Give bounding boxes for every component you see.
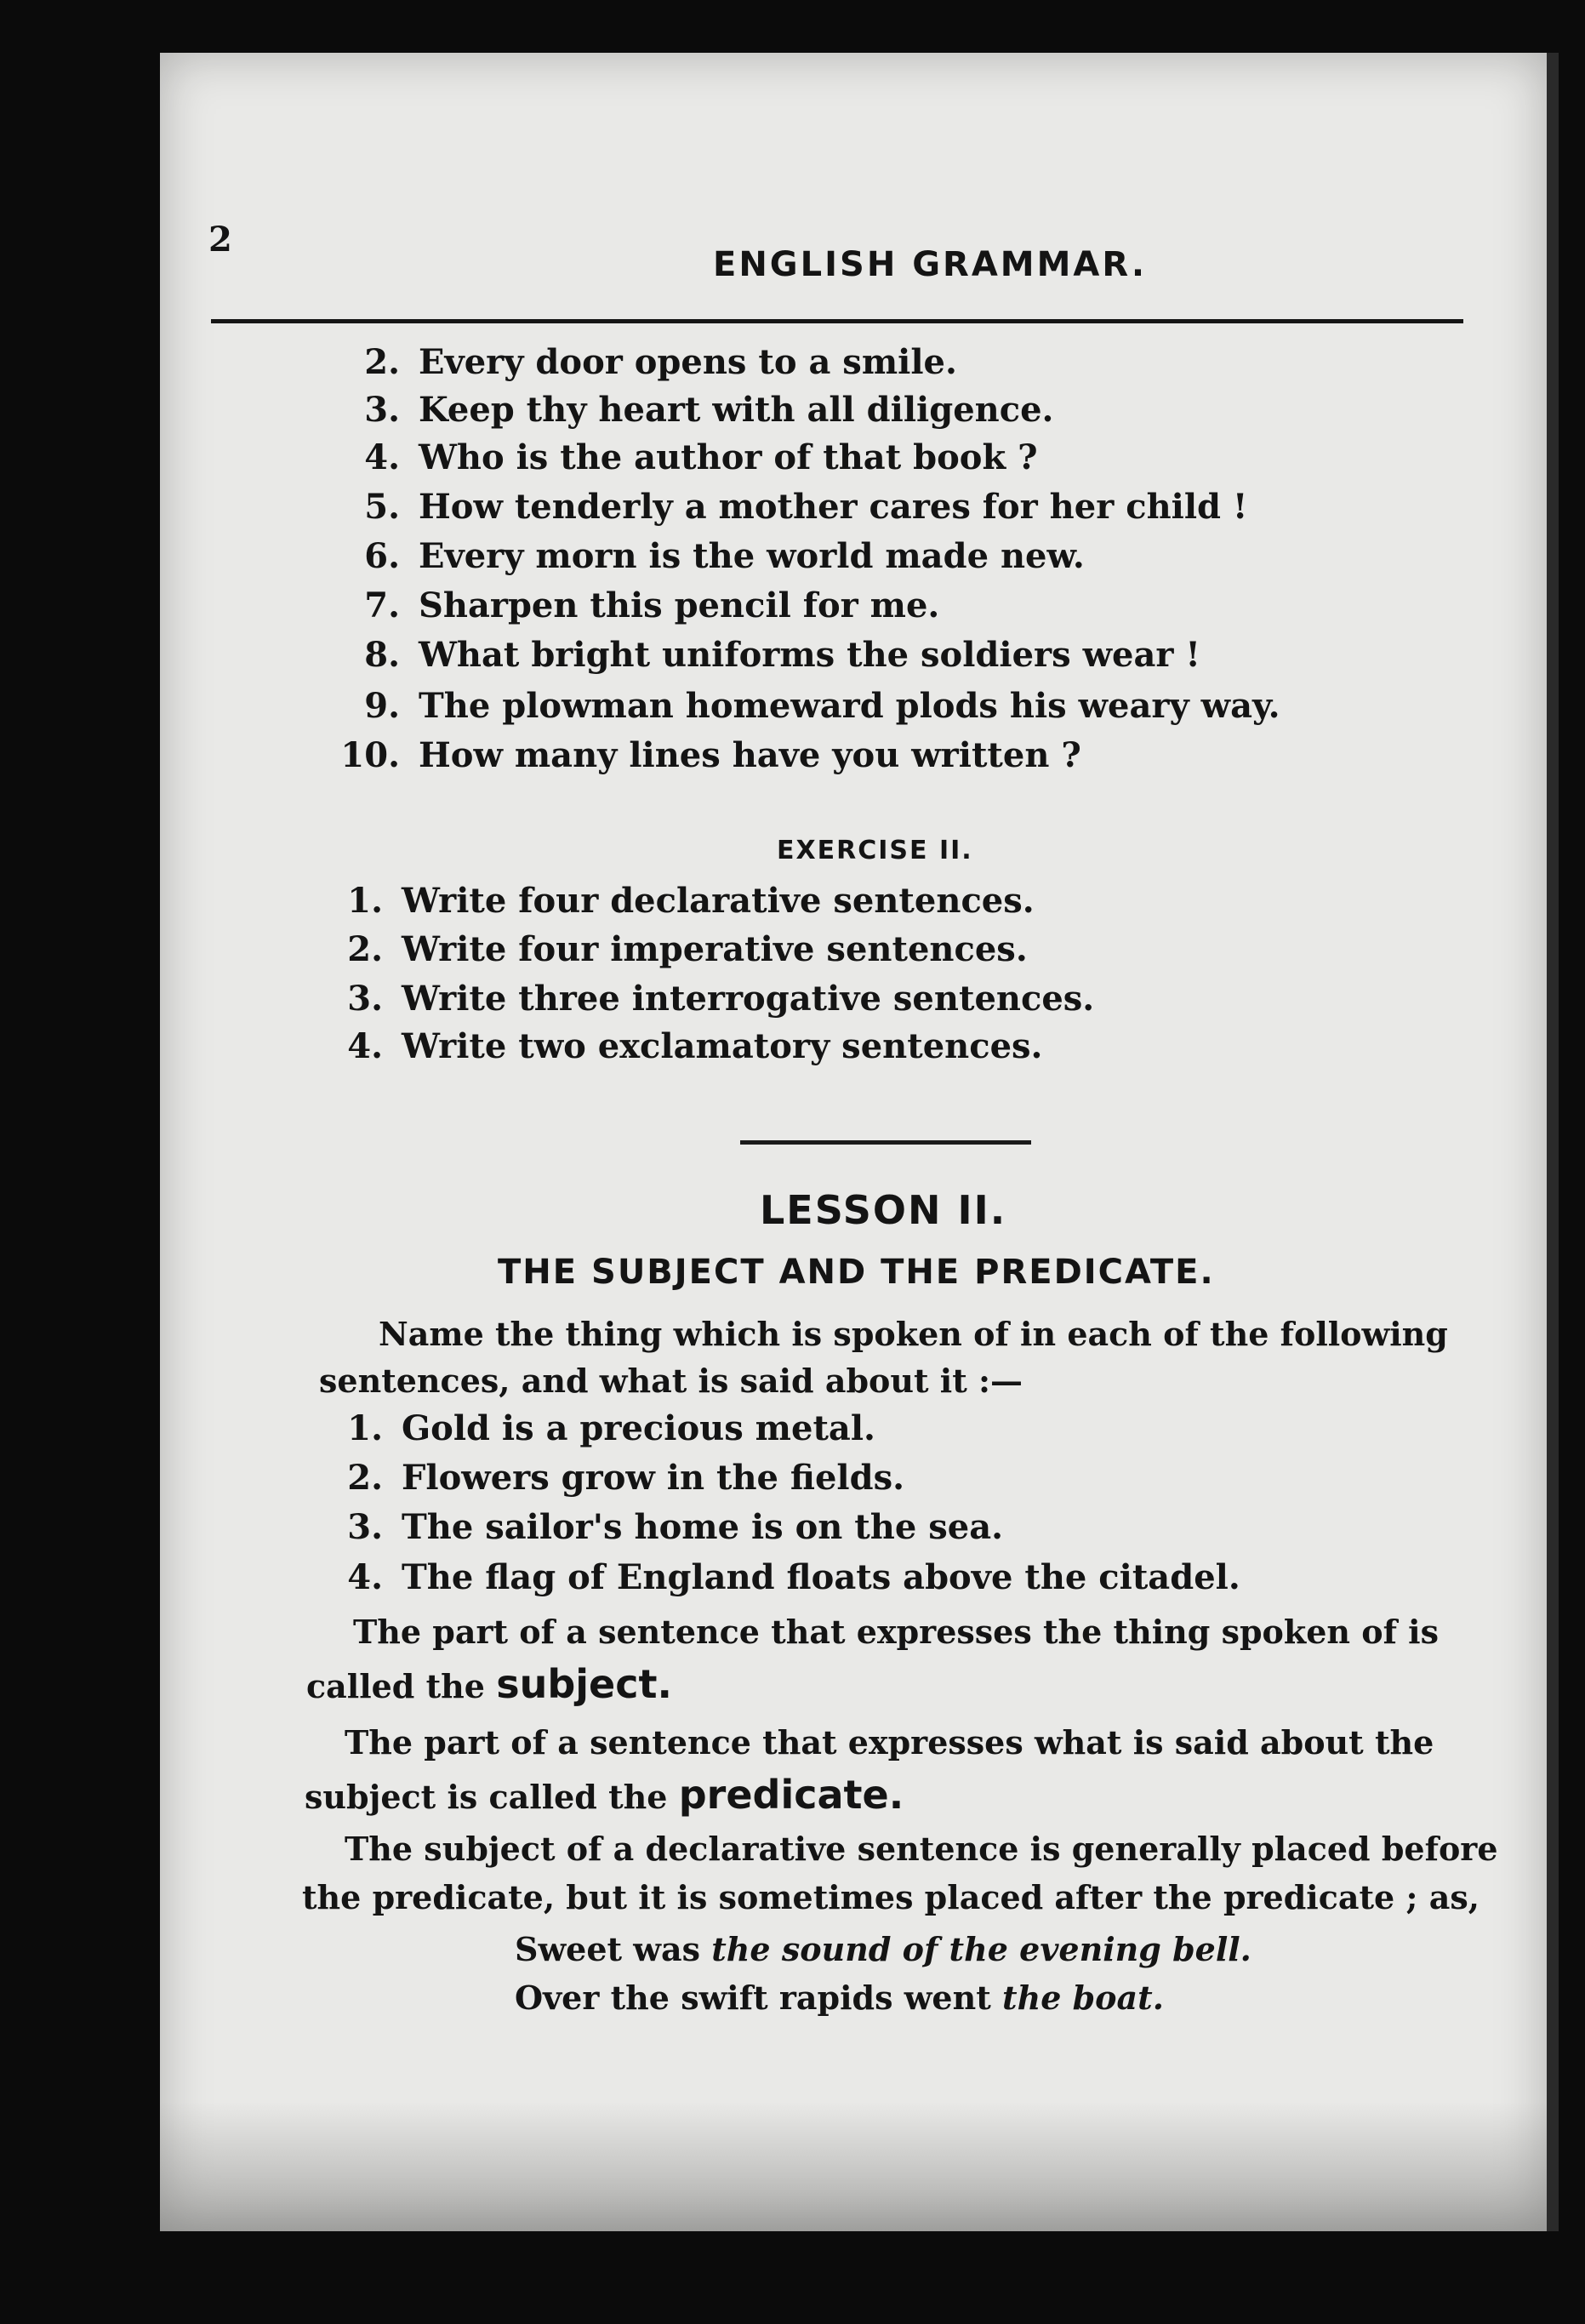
- list-item: 4. Who is the author of that book ?: [364, 437, 1038, 477]
- predicate-term: predicate.: [678, 1772, 904, 1818]
- list-item: 2. Flowers grow in the fields.: [347, 1458, 905, 1498]
- list-item: 2. Every door opens to a smile.: [364, 342, 957, 382]
- page-bottom-shadow: [160, 2102, 1547, 2231]
- list-item: 5. How tenderly a mother cares for her child !: [364, 487, 1248, 527]
- exercise-title: EXERCISE II.: [777, 836, 973, 865]
- page-number: 2: [208, 220, 232, 260]
- body-text: the predicate, but it is sometimes placed after the predicate ; as,: [302, 1878, 1480, 1916]
- list-item: 1. Gold is a precious metal.: [347, 1408, 875, 1448]
- definition-text: called the subject.: [306, 1661, 672, 1707]
- definition-text: The part of a sentence that expresses the thing spoken of is: [353, 1613, 1440, 1651]
- list-item: 4. The flag of England floats above the citadel.: [347, 1557, 1240, 1597]
- list-item: 3. Keep thy heart with all diligence.: [364, 390, 1054, 430]
- section-divider: [740, 1140, 1031, 1145]
- running-title: ENGLISH GRAMMAR.: [713, 245, 1148, 284]
- list-item: 4. Write two exclamatory sentences.: [347, 1026, 1043, 1066]
- list-item: 9. The plowman homeward plods his weary way.: [364, 686, 1280, 726]
- lesson-heading: LESSON II.: [760, 1187, 1007, 1233]
- example-quote: Sweet was the sound of the evening bell.: [515, 1930, 1251, 1968]
- list-item: 8. What bright uniforms the soldiers wear !: [364, 635, 1200, 675]
- header-rule: [211, 319, 1463, 323]
- intro-text: Name the thing which is spoken of in each of the following: [379, 1315, 1448, 1353]
- list-item: 2. Write four imperative sentences.: [347, 929, 1028, 969]
- list-item: 10. How many lines have you written ?: [340, 735, 1081, 775]
- list-item: 1. Write four declarative sentences.: [347, 881, 1035, 921]
- list-item: 6. Every morn is the world made new.: [364, 536, 1085, 576]
- subject-term: subject.: [496, 1661, 672, 1707]
- list-item: 7. Sharpen this pencil for me.: [364, 585, 940, 625]
- definition-text: The part of a sentence that expresses what is said about the: [345, 1723, 1434, 1762]
- lesson-title: THE SUBJECT AND THE PREDICATE.: [498, 1253, 1215, 1292]
- list-item: 3. Write three interrogative sentences.: [347, 979, 1095, 1019]
- intro-text: sentences, and what is said about it :—: [319, 1362, 1023, 1400]
- page-edge: [1547, 53, 1559, 2231]
- list-item: 3. The sailor's home is on the sea.: [347, 1507, 1004, 1547]
- definition-text: subject is called the predicate.: [305, 1772, 904, 1818]
- example-quote: Over the swift rapids went the boat.: [515, 1979, 1164, 2017]
- body-text: The subject of a declarative sentence is generally placed before: [345, 1830, 1498, 1868]
